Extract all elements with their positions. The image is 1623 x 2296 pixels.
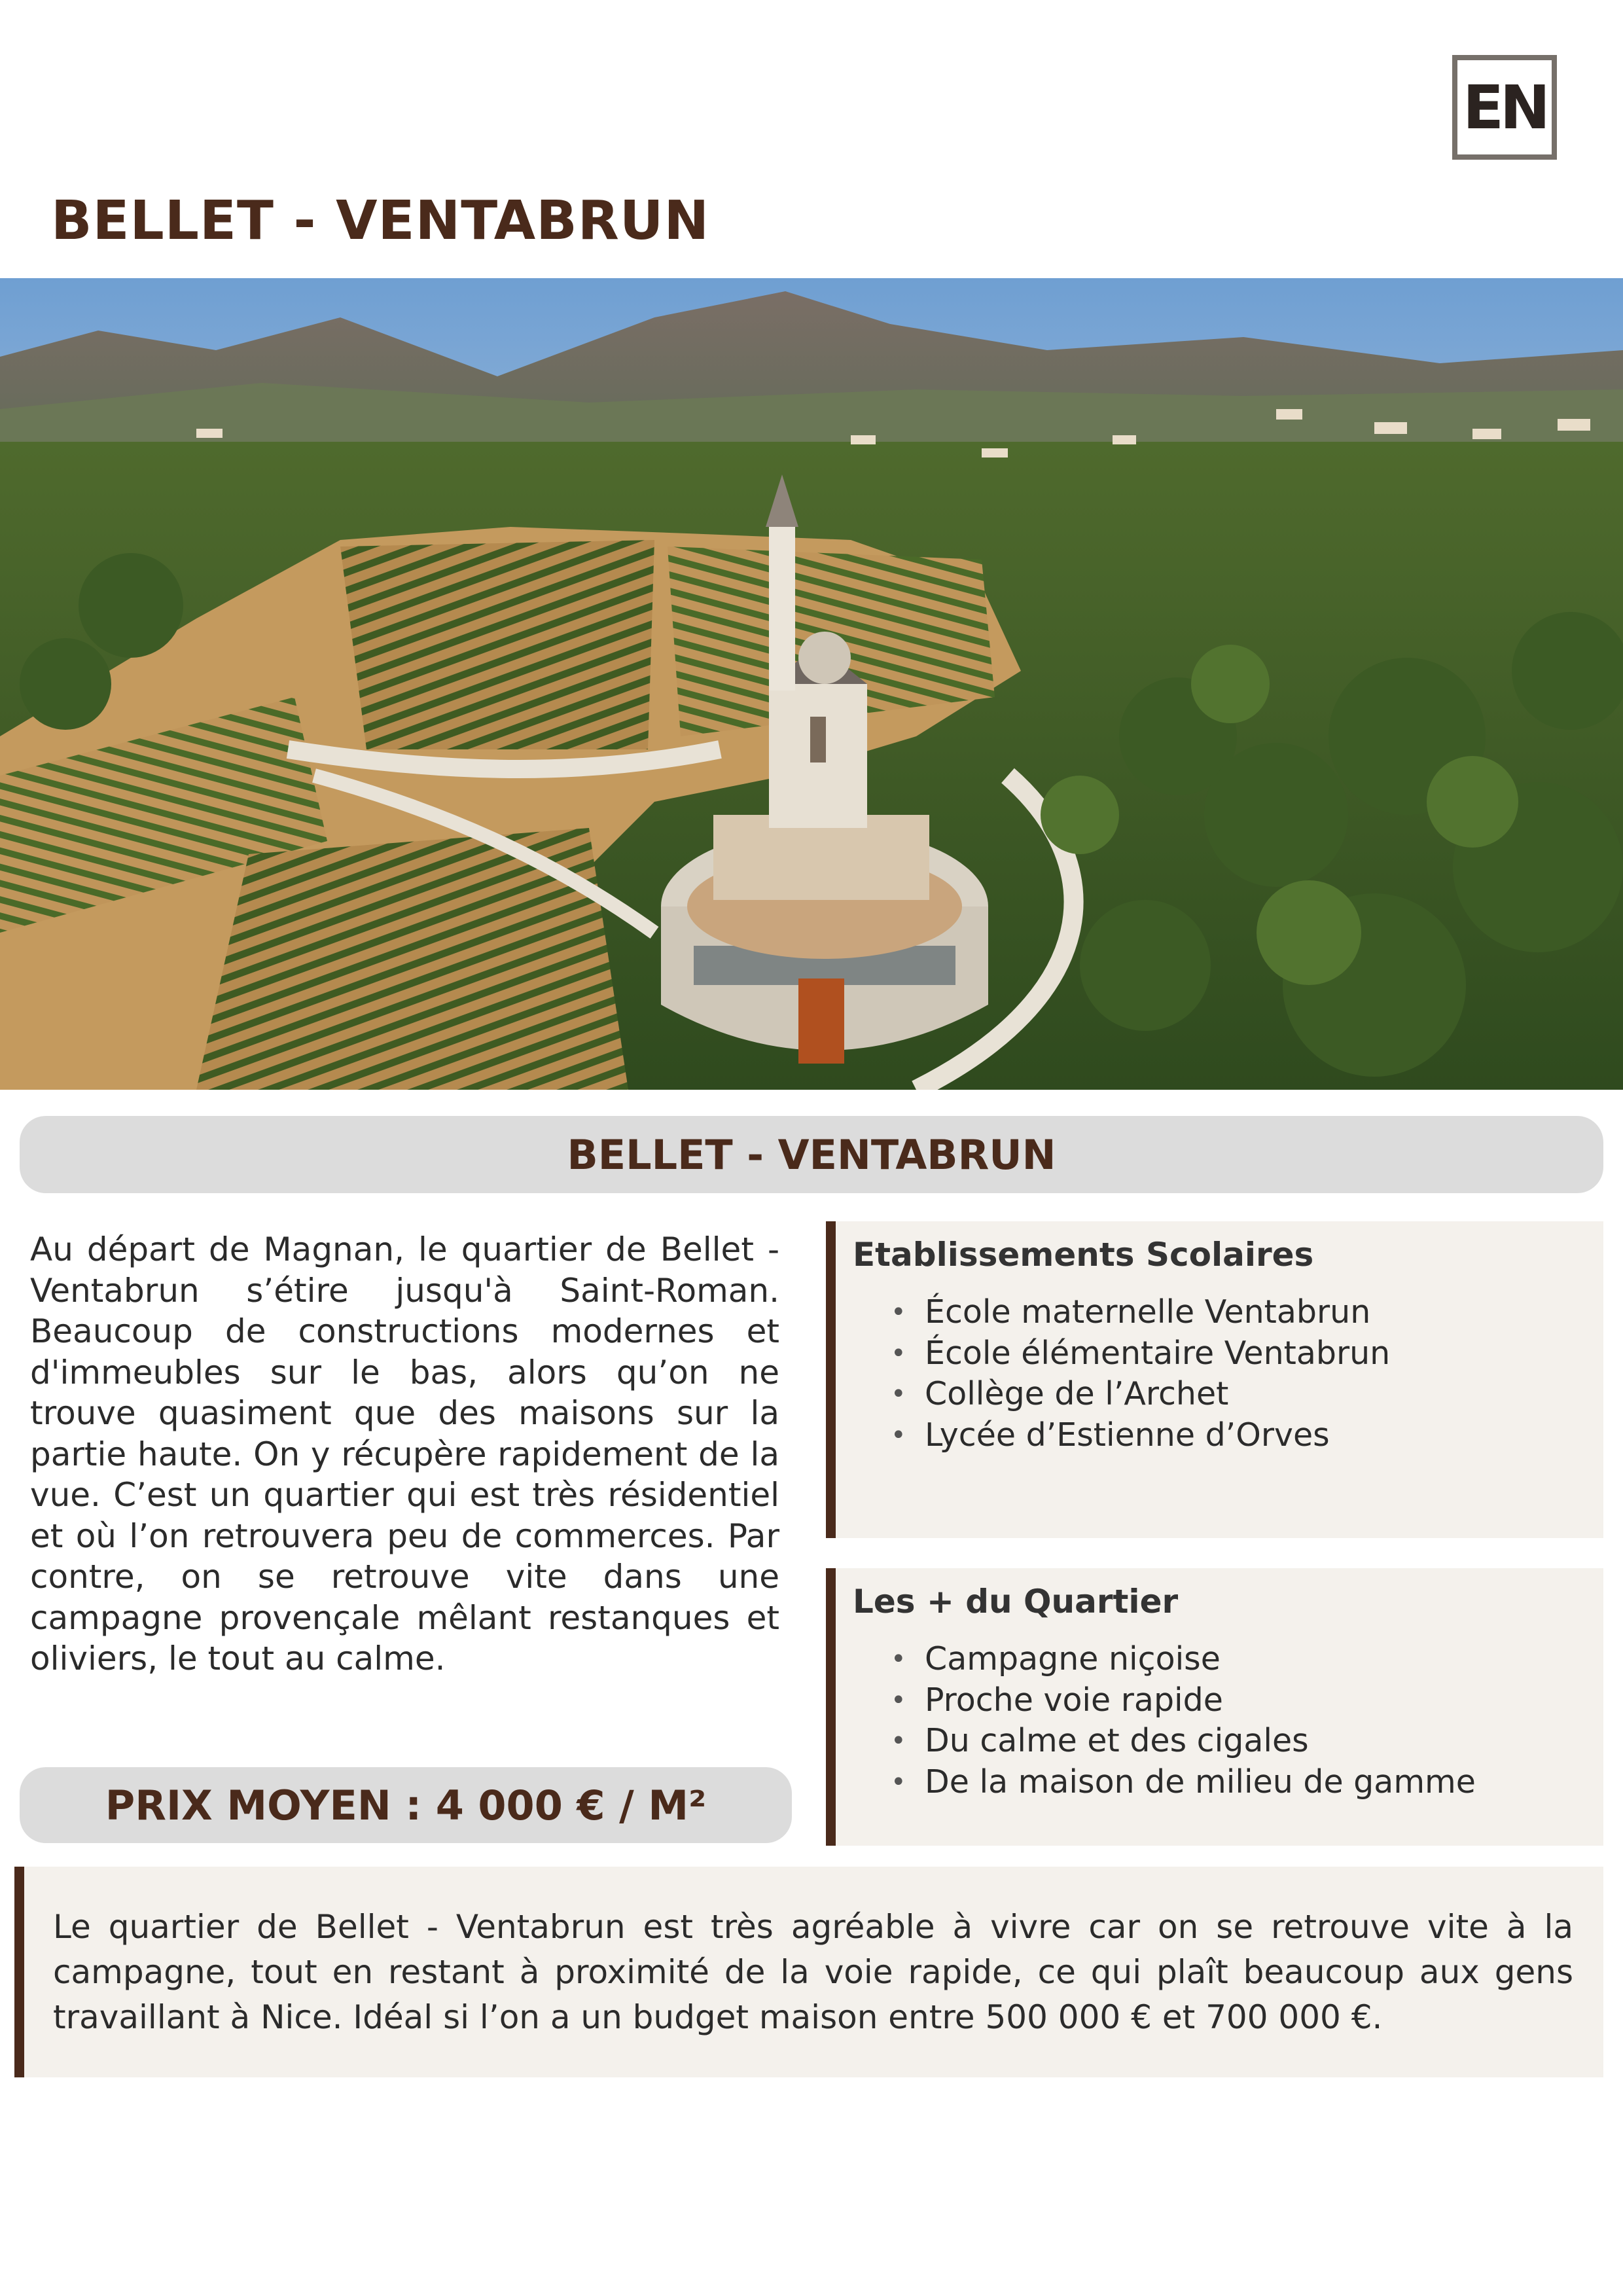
bullet-icon: • bbox=[891, 1726, 906, 1756]
conclusion-panel bbox=[14, 1867, 1603, 2077]
list-item-label: Lycée d’Estienne d’Orves bbox=[925, 1416, 1330, 1454]
bullet-icon: • bbox=[891, 1338, 906, 1369]
perks-title: Les + du Quartier bbox=[853, 1583, 1179, 1621]
neighborhood-perks-panel bbox=[826, 1568, 1603, 1846]
brand-logo: EN bbox=[1452, 55, 1557, 160]
section-header: BELLET - VENTABRUN bbox=[20, 1116, 1603, 1193]
bullet-icon: • bbox=[891, 1685, 906, 1715]
bullet-icon: • bbox=[891, 1297, 906, 1327]
list-item bbox=[891, 1762, 1603, 1803]
intro-paragraph: Au départ de Magnan, le quartier de Bellet - Ventabrun s’étire jusqu'à Saint-Roman. Beaucoup de constructions modernes et d'immeubles sur le bas, alors qu’on ne trouve quasiment que des maisons sur la partie haute. On y récupère rapidement de la vue. C’est un quartier qui est très résidentiel et où l’on retrouvera peu de commerces. Par contre, on se retrouve vite dans une campagne provençale mêlant restanques et oliviers, le tout au calme. bbox=[30, 1230, 779, 1677]
list-item-label: Campagne niçoise bbox=[925, 1640, 1221, 1677]
list-item bbox=[891, 1333, 1603, 1374]
list-item bbox=[891, 1415, 1603, 1456]
list-item bbox=[891, 1374, 1603, 1415]
page-title: BELLET - VENTABRUN bbox=[51, 190, 710, 252]
aerial-vineyard-chapel-image bbox=[0, 278, 1623, 1090]
bullet-icon: • bbox=[891, 1379, 906, 1409]
conclusion-paragraph: Le quartier de Bellet - Ventabrun est très agréable à vivre car on se retrouve vite à la campagne, tout en restant à proximité de la voie rapide, ce qui plaît beaucoup aux gens travaillant à Nice. Idéal si l’on a un budget maison entre 500 000 € et 700 000 €. bbox=[53, 1908, 1573, 2036]
perks-list bbox=[853, 1639, 1603, 1803]
schools-panel bbox=[826, 1221, 1603, 1538]
list-item bbox=[891, 1292, 1603, 1333]
bullet-icon: • bbox=[891, 1644, 906, 1674]
list-item-label: De la maison de milieu de gamme bbox=[925, 1763, 1476, 1801]
hero-photo bbox=[0, 278, 1623, 1090]
list-item-label: Proche voie rapide bbox=[925, 1681, 1223, 1719]
schools-list bbox=[853, 1292, 1603, 1456]
average-price-badge: PRIX MOYEN : 4 000 € / M² bbox=[20, 1767, 792, 1843]
bullet-icon: • bbox=[891, 1420, 906, 1450]
list-item-label: École élémentaire Ventabrun bbox=[925, 1334, 1391, 1372]
list-item bbox=[891, 1721, 1603, 1762]
list-item-label: École maternelle Ventabrun bbox=[925, 1293, 1371, 1331]
list-item bbox=[891, 1639, 1603, 1680]
bullet-icon: • bbox=[891, 1767, 906, 1797]
list-item-label: Du calme et des cigales bbox=[925, 1722, 1309, 1759]
list-item bbox=[891, 1680, 1603, 1721]
schools-title: Etablissements Scolaires bbox=[853, 1236, 1314, 1274]
list-item-label: Collège de l’Archet bbox=[925, 1375, 1229, 1412]
